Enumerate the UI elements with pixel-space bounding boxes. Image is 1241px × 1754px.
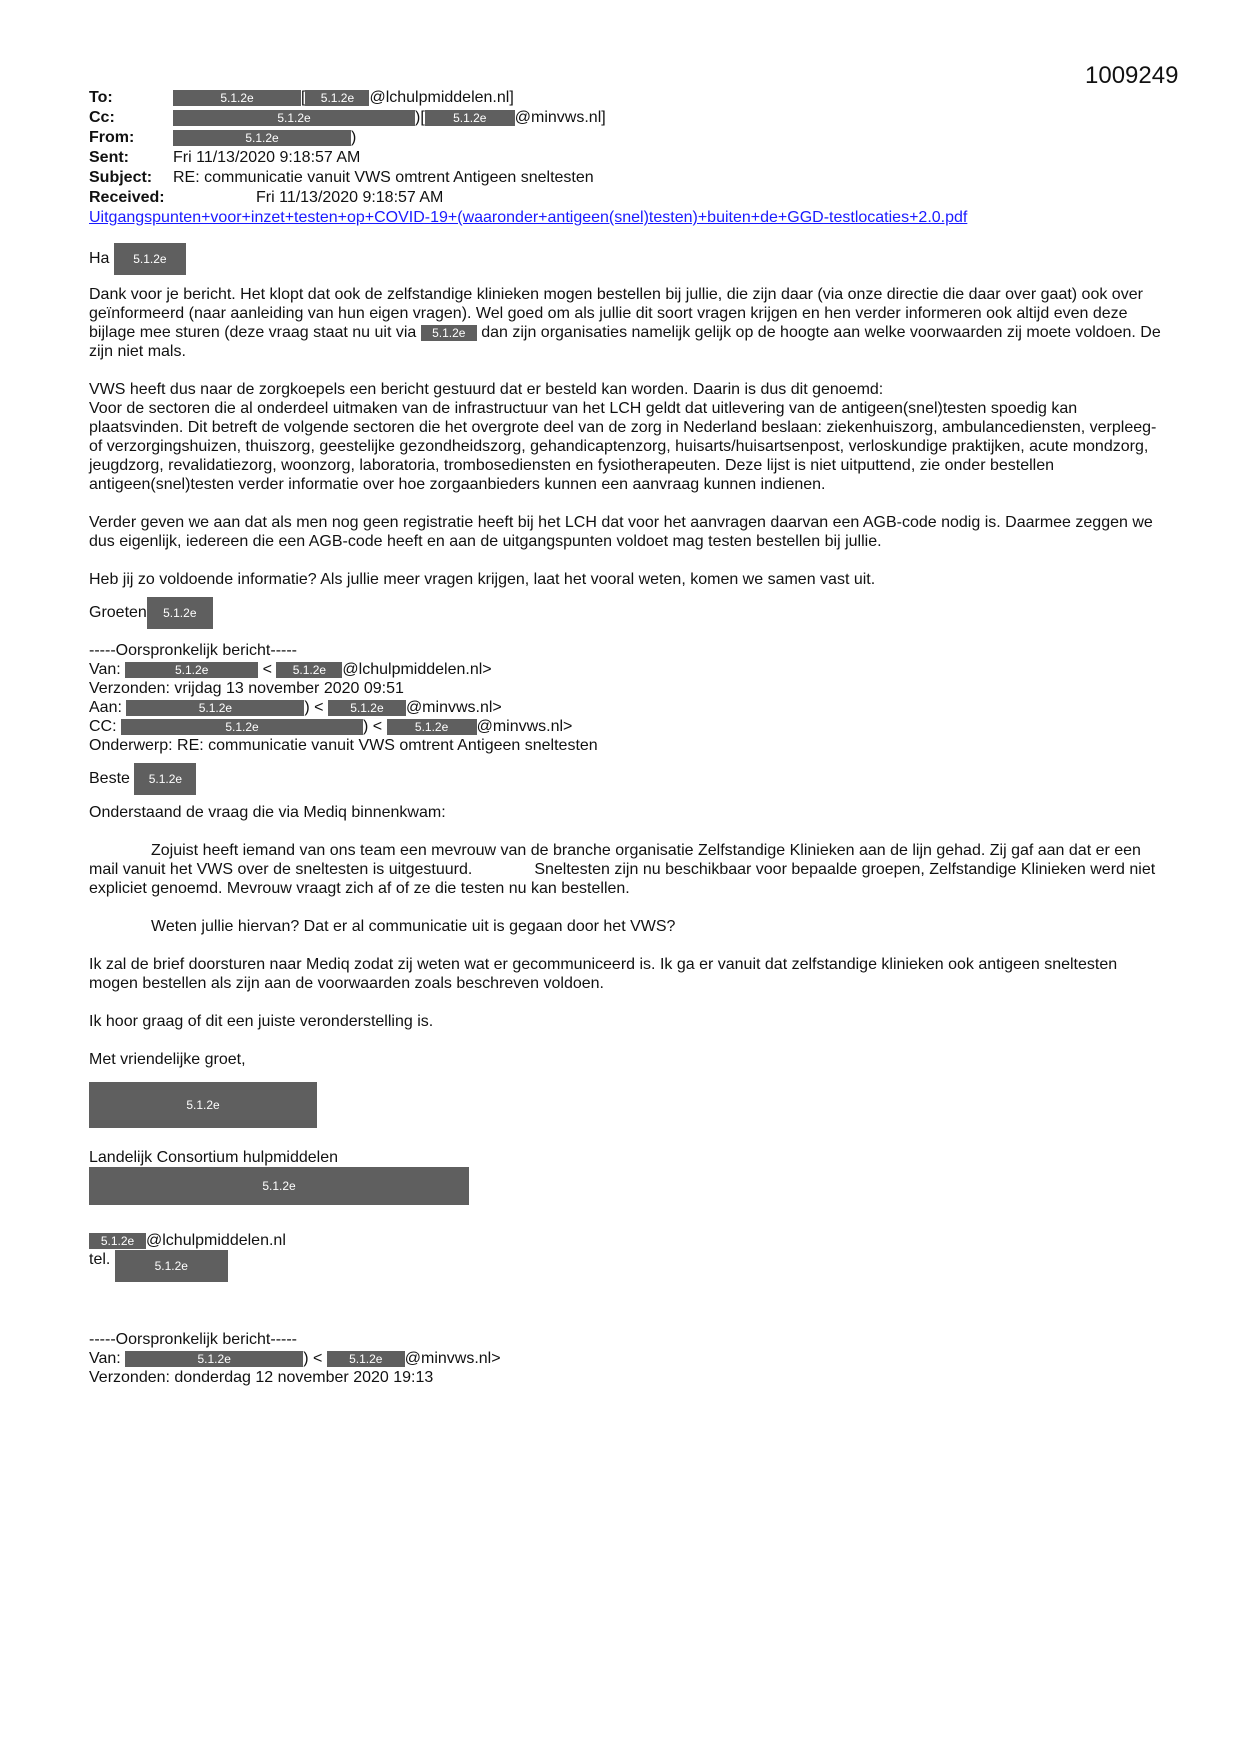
original-onderwerp: Onderwerp: RE: communicatie vanuit VWS omtrent Antigeen sneltesten [89, 737, 598, 754]
to-label: To: [89, 89, 113, 106]
reply-paragraph-1: Dank voor je bericht. Het klopt dat ook de zelfstandige klinieken mogen bestellen bij jullie, die zijn daar (via onze directie die daar over gaat) ook over geïnformeerd (naar aanleiding van hun eigen vragen). Wel goed om als jullie dit soort vragen krijgen en hen verder informeren ook altijd even deze bijlage mee sturen (deze vraag staat nu uit via 5.1.2e dan zijn organisaties namelijk gelijk op de hoogte aan welke voorwaarden zij moete voldoen. De zijn niet mals. [89, 286, 1161, 360]
redaction-box: 5.1.2e [134, 763, 196, 795]
redaction-box: 5.1.2e [126, 700, 304, 716]
document-number: 1009249 [1085, 62, 1179, 89]
email-page [89, 88, 1164, 1387]
original-quote-1: Zojuist heeft iemand van ons team een mevrouw van de branche organisatie Zelfstandige Klinieken aan de lijn gehad. Zij gaf aan dat er een mail vanuit het VWS over de sneltesten is uitgestuurd. Sneltesten zijn nu beschikbaar voor bepaalde groepen, Zelfstandige Klinieken werd niet expliciet genoemd. Mevrouw vraagt zich af of ze die testen nu kan bestellen. [89, 842, 1156, 897]
original-organization: Landelijk Consortium hulpmiddelen [89, 1149, 339, 1166]
cc-label: Cc: [89, 109, 115, 126]
original-divider: -----Oorspronkelijk bericht----- [89, 642, 298, 659]
redaction-box: 5.1.2e [173, 90, 301, 106]
sent-label: Sent: [89, 149, 129, 166]
received-label: Received: [89, 189, 165, 206]
original-paragraph-3: Ik hoor graag of dit een juiste veronderstelling is. [89, 1013, 434, 1030]
to-address-suffix: @lchulpmiddelen.nl] [369, 89, 514, 106]
original-greeting: Beste 5.1.2e [89, 763, 1164, 795]
redaction-box: 5.1.2e [114, 243, 186, 275]
original-verzonden: Verzonden: vrijdag 13 november 2020 09:51 [89, 680, 404, 697]
sent-row [89, 148, 1164, 168]
redaction-box: 5.1.2e [125, 662, 258, 678]
received-row [89, 188, 1164, 208]
from-row: From: 5.1.2e ) [89, 129, 357, 146]
original-cc-row: CC: 5.1.2e ) < 5.1.2e @minvws.nl> [89, 718, 573, 735]
redaction-box: 5.1.2e [328, 700, 406, 716]
redaction-box: 5.1.2e [173, 130, 351, 146]
reply-paragraph-5: Heb jij zo voldoende informatie? Als jullie meer vragen krijgen, laat het vooral weten, komen we samen vast uit. [89, 571, 876, 588]
original2-divider: -----Oorspronkelijk bericht----- [89, 1331, 298, 1348]
original-closing: Met vriendelijke groet, [89, 1051, 246, 1068]
subject-value: RE: communicatie vanuit VWS omtrent Antigeen sneltesten [173, 169, 594, 186]
original-tel-row: tel. 5.1.2e [89, 1250, 1164, 1290]
reply-greeting: Ha 5.1.2e [89, 243, 1164, 275]
reply-paragraph-3: Voor de sectoren die al onderdeel uitmaken van de infrastructuur van het LCH geldt dat uitlevering van de antigeen(snel)testen spoedig kan plaatsvinden. Dit betreft de volgende sectoren die het overgrote deel van de zorg in Nederland beslaan: ziekenhuiszorg, ambulancediensten, verpleeg- of verzorgingshuizen, thuiszorg, geestelijke gezondheidszorg, gehandicaptenzorg, huisarts/huisartsenpost, verloskundige praktijken, acute mondzorg, jeugdzorg, revalidatiezorg, woonzorg, laboratoria, trombosediensten en fysiotherapeuten. Deze lijst is niet uitputtend, zie onder bestellen antigeen(snel)testen verder informatie over hoe zorgaanbieders kunnen een aanvraag kunnen indienen. [89, 400, 1157, 493]
to-row: To: 5.1.2e [ 5.1.2e @lchulpmiddelen.nl] [89, 89, 514, 106]
cc-address-suffix: @minvws.nl] [514, 109, 606, 126]
reply-paragraph-4: Verder geven we aan dat als men nog geen registratie heeft bij het LCH dat voor het aanvragen daarvan een AGB-code nodig is. Daarmee zeggen we dus eigenlijk, iedereen die een AGB-code heeft en aan de uitgangspunten voldoet mag testen bestellen bij jullie. [89, 514, 1153, 550]
sent-value: Fri 11/13/2020 9:18:57 AM [173, 149, 361, 166]
redaction-box: 5.1.2e [89, 1233, 146, 1249]
redaction-box-signature: 5.1.2e [89, 1082, 317, 1128]
reply-closing: Groeten 5.1.2e [89, 597, 1164, 629]
redaction-box-title: 5.1.2e [89, 1167, 469, 1205]
redaction-box: 5.1.2e [121, 719, 363, 735]
subject-row [89, 168, 1164, 188]
redaction-box: 5.1.2e [305, 90, 369, 106]
original-van-row: Van: 5.1.2e < 5.1.2e @lchulpmiddelen.nl> [89, 661, 492, 678]
original-paragraph-1: Onderstaand de vraag die via Mediq binnenkwam: [89, 804, 446, 821]
reply-paragraph-2: VWS heeft dus naar de zorgkoepels een bericht gestuurd dat er besteld kan worden. Daarin is dus dit genoemd: [89, 381, 884, 398]
original2-van-row: Van: 5.1.2e ) < 5.1.2e @minvws.nl> [89, 1350, 501, 1367]
original-paragraph-2: Ik zal de brief doorsturen naar Mediq zodat zij weten wat er gecommuniceerd is. Ik ga er vanuit dat zelfstandige klinieken ook antigeen sneltesten mogen bestellen als zijn aan de voorwaarden zoals beschreven voldoen. [89, 956, 1118, 992]
from-label: From: [89, 129, 135, 146]
subject-label: Subject: [89, 169, 153, 186]
redaction-box: 5.1.2e [115, 1250, 228, 1282]
redaction-box: 5.1.2e [425, 110, 515, 126]
attachment-link[interactable]: Uitgangspunten+voor+inzet+testen+op+COVID-19+(waaronder+antigeen(snel)testen)+buiten+de+GGD-testlocaties+2.0.pdf [89, 209, 968, 226]
redaction-box: 5.1.2e [421, 325, 477, 341]
redaction-box: 5.1.2e [387, 719, 477, 735]
redaction-box: 5.1.2e [173, 110, 415, 126]
redaction-box: 5.1.2e [147, 597, 213, 629]
original-quote-2: Weten jullie hiervan? Dat er al communicatie uit is gegaan door het VWS? [151, 918, 676, 935]
cc-row: Cc: 5.1.2e )[ 5.1.2e @minvws.nl] [89, 109, 606, 126]
original2-verzonden: Verzonden: donderdag 12 november 2020 19:13 [89, 1369, 434, 1386]
original-aan-row: Aan: 5.1.2e ) < 5.1.2e @minvws.nl> [89, 699, 502, 716]
redaction-box: 5.1.2e [276, 662, 342, 678]
redaction-box: 5.1.2e [327, 1351, 405, 1367]
redaction-box: 5.1.2e [125, 1351, 303, 1367]
original-email-row: 5.1.2e @lchulpmiddelen.nl [89, 1231, 1164, 1250]
received-value: Fri 11/13/2020 9:18:57 AM [256, 189, 444, 206]
